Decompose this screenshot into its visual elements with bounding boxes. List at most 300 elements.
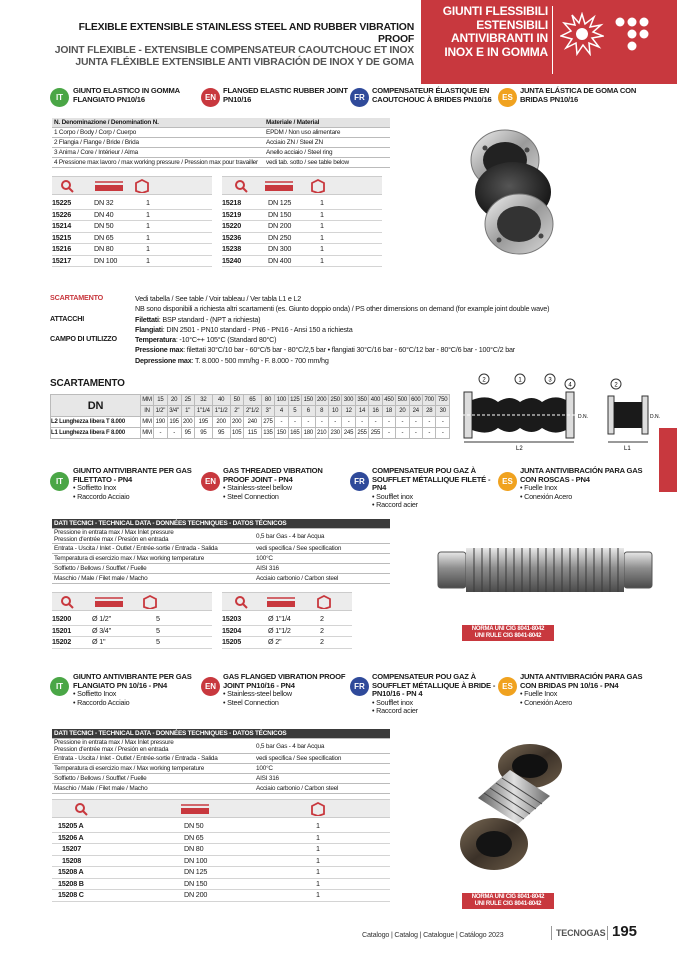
code-icon-row xyxy=(222,176,382,195)
cell: 105 xyxy=(230,428,243,439)
codes-table xyxy=(52,821,390,902)
cell: 12 xyxy=(342,406,355,417)
cell: - xyxy=(409,417,422,428)
ruler-icon xyxy=(94,179,124,193)
spec-key: Depressione max xyxy=(135,355,192,365)
cell: DN 40 xyxy=(94,209,146,221)
bullet-item: • Stainless-steel bellow xyxy=(223,483,292,493)
cell: 40 xyxy=(212,395,230,406)
cell: 1 xyxy=(320,244,382,256)
table-row xyxy=(52,574,390,584)
table-row xyxy=(52,148,390,158)
title-line: FLEXIBLE EXTENSIBLE STAINLESS STEEL AND RUBBER VIBRATION PROOF xyxy=(78,22,414,45)
cell: - xyxy=(154,428,168,439)
table-row xyxy=(52,255,212,267)
cell: 28 xyxy=(423,406,436,417)
unit-label: MM xyxy=(141,417,154,428)
cell: 8 xyxy=(315,406,328,417)
code-cell: 15225 xyxy=(52,198,94,209)
ruler-icon xyxy=(94,595,124,609)
cell: vedi specifica / See specification xyxy=(254,754,390,764)
norm-text: NORMA UNI CIG 8041-8042 xyxy=(471,894,545,900)
cell: Anello acciaio / Steel ring xyxy=(264,148,390,158)
table-row xyxy=(52,855,390,867)
spec-key: Temperatura xyxy=(135,335,176,345)
cell: - xyxy=(302,417,315,428)
product-title-es: JUNTA ELÁSTICA DE GOMA CON BRIDAS PN10/16 xyxy=(520,86,637,104)
product-title-es: JUNTA ANTIVIBRACIÓN PARA GAS CON ROSCAS - PN4 xyxy=(520,466,643,484)
cell: 1 xyxy=(146,198,212,209)
cell: 250 xyxy=(328,395,341,406)
table-row xyxy=(52,867,390,879)
cell: DN 300 xyxy=(268,244,320,256)
cell: 4 Pressione max lavoro / max working pressure / Pression max pour travailler xyxy=(52,158,264,168)
table-row xyxy=(222,209,382,221)
bullet-list xyxy=(73,484,201,501)
table-row xyxy=(222,614,352,625)
unit-label: MM xyxy=(141,395,154,406)
cell: Maschio / Male / Filet male / Macho xyxy=(52,574,254,584)
bullet-item: • Fuelle Inox xyxy=(520,689,558,699)
cell: 195 xyxy=(194,417,212,428)
bullet-text: Raccord acier xyxy=(376,500,418,510)
product-block-en xyxy=(223,467,348,501)
cell: DN 65 xyxy=(184,832,316,844)
category-line: ANTIVIBRANTI IN xyxy=(451,31,548,45)
row-label: L1 Lunghezza libera F 8.000 xyxy=(51,428,141,439)
spec-value: NB sono disponibili a richiesta altri scartamenti (es. Giunto doppio onda) / PS other dimensions on demand (for example joint double wave) xyxy=(135,304,550,314)
product-title-it: GIUNTO ANTIVIBRANTE PER GAS FLANGIATO PN 10/16 - PN4 xyxy=(73,672,192,690)
cell: DN 80 xyxy=(184,844,316,856)
cell: 100 xyxy=(275,395,288,406)
table-row xyxy=(52,554,390,564)
code-cell: 15200 xyxy=(52,614,92,625)
cell: 2" xyxy=(230,406,243,417)
bullet-text: Steel Connection xyxy=(227,697,279,707)
title-line: JOINT FLEXIBLE - EXTENSIBLE COMPENSATEUR CAOUTCHOUC ET INOX xyxy=(54,45,414,56)
cell: 255 xyxy=(369,428,382,439)
norm-badge xyxy=(462,625,554,641)
cell: DN 100 xyxy=(184,855,316,867)
bullet-item: • Fuelle Inox xyxy=(520,483,558,493)
cell: 50 xyxy=(230,395,243,406)
table-row xyxy=(52,784,390,794)
table-row xyxy=(52,244,212,256)
spec-key: Pressione max xyxy=(135,345,184,355)
cell: 24 xyxy=(409,406,422,417)
cell: 1 xyxy=(320,255,382,267)
ruler-icon xyxy=(266,595,296,609)
spec-label: ATTACCHI xyxy=(50,313,85,323)
cell: 1 xyxy=(146,232,212,244)
spec-key: Flangiati xyxy=(135,324,163,334)
cell: DN 65 xyxy=(94,232,146,244)
code-cell: 15216 xyxy=(52,244,94,256)
cell: 2 xyxy=(320,637,352,649)
bullet-item: • Steel Connection xyxy=(223,697,279,707)
bullet-text: Stainless-steel bellow xyxy=(227,483,292,493)
category-title xyxy=(424,5,548,59)
footer-divider xyxy=(551,926,552,940)
cell: 195 xyxy=(167,417,181,428)
table-row xyxy=(52,890,390,902)
header-divider xyxy=(552,6,553,74)
footer-catalog: Catalogo | Catalog | Catalogue | Catálogo 2023 xyxy=(362,930,504,939)
magnifier-icon xyxy=(234,179,248,193)
box-icon xyxy=(310,802,326,816)
cell: Ø 3/4" xyxy=(92,625,156,637)
cell: DN 125 xyxy=(268,198,320,209)
code-cell: 15226 xyxy=(52,209,94,221)
table-row xyxy=(52,821,390,832)
bullet-item: • Soffietto Inox xyxy=(73,483,117,493)
cell: 1"1/2 xyxy=(212,406,230,417)
spec-labels xyxy=(50,293,117,345)
bullet-item: • Steel Connection xyxy=(223,491,279,501)
code-cell: 15202 xyxy=(52,637,92,649)
cell: - xyxy=(382,417,395,428)
drawing-label: D.N. xyxy=(578,414,588,420)
cell: 0,5 bar Gas - 4 bar Acqua xyxy=(254,739,390,754)
table-row xyxy=(52,774,390,784)
bullet-text: Fuelle Inox xyxy=(524,483,558,493)
box-icon xyxy=(142,595,158,609)
bullet-list xyxy=(372,493,500,510)
table-row xyxy=(52,158,390,168)
cell: 95 xyxy=(181,428,194,439)
bullet-item: • Raccord acier xyxy=(372,500,418,510)
rubber-joint-image xyxy=(455,120,565,260)
brand-dots-icon xyxy=(612,14,662,64)
table-row xyxy=(52,625,212,637)
cell: 18 xyxy=(382,406,395,417)
bullet-text: Soufflet inox xyxy=(376,491,413,501)
spec-line xyxy=(135,356,655,366)
drawing-label: 2 xyxy=(614,382,618,389)
cell: 700 xyxy=(423,395,436,406)
cell: DN 50 xyxy=(184,821,316,832)
spec-value: : BSP standard - (NPT a richiesta) xyxy=(158,314,261,324)
cell: - xyxy=(396,428,409,439)
cell: 5 xyxy=(156,625,212,637)
cell: 190 xyxy=(154,417,168,428)
cell: 1 xyxy=(316,821,390,832)
cell: 20 xyxy=(167,395,181,406)
code-cell: 15208 xyxy=(52,855,184,867)
cell: DN 400 xyxy=(268,255,320,267)
code-icon-row xyxy=(222,592,352,611)
bullet-text: Stainless-steel bellow xyxy=(227,689,292,699)
cell: 1 xyxy=(320,209,382,221)
table-row xyxy=(222,625,352,637)
bullet-text: Raccordo Acciaio xyxy=(77,491,130,501)
cell: 1 xyxy=(316,878,390,890)
cell: Pressione in entrata max / Max Inlet pressure Pression d'entrée max / Presión en entrada xyxy=(52,529,254,544)
code-cell: 15236 xyxy=(222,232,268,244)
ruler-icon xyxy=(264,179,294,193)
bullet-text: Conexión Acero xyxy=(524,491,573,501)
code-cell: 15240 xyxy=(222,255,268,267)
lang-badge-es: ES xyxy=(498,677,517,696)
materials-table xyxy=(52,118,390,168)
code-cell: 15215 xyxy=(52,232,94,244)
lang-badge-fr: FR xyxy=(350,88,369,107)
scartamento-title: SCARTAMENTO xyxy=(50,378,125,389)
code-cell: 15201 xyxy=(52,625,92,637)
product-title-es: JUNTA ANTIVIBRACIÓN PARA GAS CON BRIDAS PN 10/16 - PN4 xyxy=(520,672,643,690)
bullet-list xyxy=(73,690,201,707)
lang-badge-en: EN xyxy=(201,677,220,696)
cell: 5 xyxy=(156,614,212,625)
cell: 1 xyxy=(320,198,382,209)
cell: 15 xyxy=(154,395,168,406)
lang-badge-es: ES xyxy=(498,472,517,491)
cell: - xyxy=(328,417,341,428)
cell: 6 xyxy=(302,406,315,417)
drawing-label: L1 xyxy=(624,446,631,452)
product-title-en: GAS THREADED VIBRATION PROOF JOINT - PN4 xyxy=(223,466,323,484)
cell: 14 xyxy=(355,406,368,417)
cell: 350 xyxy=(355,395,368,406)
table-row xyxy=(52,832,390,844)
cell: 230 xyxy=(328,428,341,439)
table-row xyxy=(52,614,212,625)
cell: vedi specifica / See specification xyxy=(254,544,390,554)
cell: - xyxy=(315,417,328,428)
table-row xyxy=(222,221,382,233)
cell: Entrata - Uscita / Inlet - Outlet / Entrée-sortie / Entrada - Salida xyxy=(52,754,254,764)
cell: 210 xyxy=(315,428,328,439)
cell: Acciaio ZN / Steel ZN xyxy=(264,138,390,148)
lang-badge-fr: FR xyxy=(350,472,369,491)
cell: 30 xyxy=(436,406,450,417)
technical-drawing xyxy=(458,372,668,452)
product-block-en xyxy=(223,673,348,707)
product-title-fr: COMPENSATEUR POU GAZ À SOUFFLET MÉTALLIQUE À BRIDE - PN10/16 - PN 4 xyxy=(372,672,496,699)
product-title-fr: COMPENSATEUR ÉLASTIQUE EN CAOUTCHOUC À BRIDES PN10/16 xyxy=(372,86,492,104)
norm-text: UNI RULE CIG 8041-8042 xyxy=(474,633,542,639)
product-block-es xyxy=(520,467,648,501)
table-row xyxy=(222,637,352,649)
cell: - xyxy=(275,417,288,428)
cell: 1 xyxy=(146,255,212,267)
code-cell: 15219 xyxy=(222,209,268,221)
footer-divider xyxy=(607,926,608,940)
cell: 135 xyxy=(261,428,274,439)
spec-line xyxy=(135,304,655,314)
category-line: ESTENSIBILI xyxy=(476,17,548,32)
bullet-item: • Soufflet inox xyxy=(372,491,413,501)
cell: AISI 316 xyxy=(254,774,390,784)
cell: 80 xyxy=(261,395,274,406)
mm-row xyxy=(51,395,450,406)
cell: 20 xyxy=(396,406,409,417)
cell: - xyxy=(409,428,422,439)
cell: Soffietto / Bellows / Soufflet / Fuelle xyxy=(52,774,254,784)
drawing-label: 3 xyxy=(548,377,552,384)
bullet-item: • Raccordo Acciaio xyxy=(73,491,130,501)
table-row xyxy=(52,128,390,138)
lang-badge-fr: FR xyxy=(350,677,369,696)
spec-key: Filettati xyxy=(135,314,159,324)
cell: 400 xyxy=(369,395,382,406)
cell: 2 xyxy=(320,625,352,637)
cell: Pressione in entrata max / Max Inlet pressure Pression d'entrée max / Presión en entrada xyxy=(52,739,254,754)
cell: DN 125 xyxy=(184,867,316,879)
cell: - xyxy=(436,428,450,439)
title-line: JUNTA FLÉXIBLE EXTENSIBLE ANTI VIBRACIÓN DE INOX Y DE GOMA xyxy=(75,56,414,68)
cell: 245 xyxy=(342,428,355,439)
cell: 200 xyxy=(212,417,230,428)
codes-table-left xyxy=(52,614,212,649)
cell: vedi tab. sotto / see table below xyxy=(264,158,390,168)
box-icon xyxy=(316,595,332,609)
code-cell: 15208 B xyxy=(52,878,184,890)
spec-label: CAMPO DI UTILIZZO xyxy=(50,334,117,343)
product-block-fr xyxy=(372,467,500,510)
bullet-text: Steel Connection xyxy=(227,491,279,501)
codes-table-right xyxy=(222,198,382,267)
cell: Temperatura di esercizio max / Max working temperature xyxy=(52,764,254,774)
bullet-text: Raccordo Acciaio xyxy=(77,697,130,707)
scartamento-table xyxy=(50,394,450,439)
cell: Ø 1"1/2 xyxy=(268,625,320,637)
code-cell: 15205 A xyxy=(52,821,184,832)
category-line: INOX E IN GOMMA xyxy=(444,44,548,59)
spec-value: : -10°C÷+ 105°C (Standard 80°C) xyxy=(175,335,277,345)
spec-line xyxy=(135,325,655,335)
cell: 275 xyxy=(261,417,274,428)
cell: 95 xyxy=(212,428,230,439)
lang-badge-it: IT xyxy=(50,472,69,491)
product-title-en: GAS FLANGED VIBRATION PROOF JOINT PN10/16 - PN4 xyxy=(223,672,346,690)
table-row xyxy=(52,637,212,649)
cell: 115 xyxy=(243,428,261,439)
spec-line xyxy=(135,294,655,304)
cell: 3 Anima / Core / Intérieur / Alma xyxy=(52,148,264,158)
cell: 1/2" xyxy=(154,406,168,417)
lang-badge-en: EN xyxy=(201,472,220,491)
cell: 1 xyxy=(320,232,382,244)
bullet-item: • Raccordo Acciaio xyxy=(73,697,130,707)
spec-line xyxy=(135,345,655,355)
ruler-icon xyxy=(180,802,210,816)
table-row xyxy=(52,544,390,554)
cell: 16 xyxy=(369,406,382,417)
cell: 2 Flangia / Flange / Bride / Brida xyxy=(52,138,264,148)
drawing-label: D.N. xyxy=(650,414,660,420)
code-cell: 15220 xyxy=(222,221,268,233)
bullet-item: • Stainless-steel bellow xyxy=(223,689,292,699)
lang-badge-es: ES xyxy=(498,88,517,107)
l2-row xyxy=(51,417,450,428)
cell: DN 150 xyxy=(184,878,316,890)
bullet-item: • Soufflet inox xyxy=(372,697,413,707)
magnifier-icon xyxy=(60,595,74,609)
bullet-text: Conexión Acero xyxy=(524,697,573,707)
table-row xyxy=(52,739,390,754)
l1-row xyxy=(51,428,450,439)
section-tab xyxy=(659,428,677,492)
product-title-it: GIUNTO ANTIVIBRANTE PER GAS FILETTATO - PN4 xyxy=(73,466,192,484)
table-header xyxy=(52,118,390,128)
technical-data-table xyxy=(52,519,390,584)
table-row xyxy=(52,878,390,890)
lang-badge-en: EN xyxy=(201,88,220,107)
bullet-text: Soffietto Inox xyxy=(77,483,117,493)
bullet-item: • Soffietto Inox xyxy=(73,689,117,699)
code-cell: 15203 xyxy=(222,614,268,625)
cell: DN 50 xyxy=(94,221,146,233)
bullet-item: • Conexión Acero xyxy=(520,491,573,501)
product-block-fr xyxy=(372,673,500,716)
code-icon-row xyxy=(52,592,212,611)
cell: DN 250 xyxy=(268,232,320,244)
code-cell: 15208 C xyxy=(52,890,184,902)
technical-data-table xyxy=(52,729,390,794)
cell: - xyxy=(167,428,181,439)
cell: 150 xyxy=(302,395,315,406)
cell: 25 xyxy=(181,395,194,406)
cell: Ø 1"1/4 xyxy=(268,614,320,625)
table-header xyxy=(52,519,390,529)
codes-table-right xyxy=(222,614,352,649)
product-block-es xyxy=(520,673,648,707)
spec-value: Vedi tabella / See table / Voir tableau / Ver tabla L1 e L2 xyxy=(135,294,302,303)
spec-value: : T. 8.000 - 500 mm/hg - F. 8.000 - 700 mm/hg xyxy=(191,355,329,365)
bullet-list xyxy=(520,484,648,501)
cell: 2"1/2 xyxy=(243,406,261,417)
bullet-list xyxy=(223,690,348,707)
cell: 750 xyxy=(436,395,450,406)
cell: 3" xyxy=(261,406,274,417)
codes-table-left xyxy=(52,198,212,267)
bullet-text: Fuelle Inox xyxy=(524,689,558,699)
box-icon xyxy=(310,179,326,193)
code-cell: 15214 xyxy=(52,221,94,233)
code-cell: 15205 xyxy=(222,637,268,649)
table-row xyxy=(52,754,390,764)
cell: 300 xyxy=(342,395,355,406)
cell: 1 xyxy=(316,890,390,902)
column-header: N. Denominazione / Denomination N. xyxy=(52,118,264,128)
drawing-label: 1 xyxy=(518,377,522,384)
cell: 200 xyxy=(181,417,194,428)
threaded-bellow-image xyxy=(430,530,660,610)
spec-label: SCARTAMENTO xyxy=(50,293,104,302)
table-row xyxy=(52,198,212,209)
code-cell: 15217 xyxy=(52,255,94,267)
code-cell: 15206 A xyxy=(52,832,184,844)
cell: 5 xyxy=(156,637,212,649)
dn-label: DN xyxy=(51,395,141,417)
product-title-en: FLANGED ELASTIC RUBBER JOINT PN10/16 xyxy=(223,86,348,104)
product-block-it xyxy=(73,673,201,707)
table-row xyxy=(52,764,390,774)
spec-text xyxy=(135,294,655,366)
norm-text: NORMA UNI CIG 8041-8042 xyxy=(471,626,545,632)
table-row xyxy=(52,221,212,233)
cell: Temperatura di esercizio max / Max working temperature xyxy=(52,554,254,564)
cell: 32 xyxy=(194,395,212,406)
column-header: Materiale / Material xyxy=(264,118,390,128)
cell: 1 xyxy=(316,855,390,867)
flanged-bellow-image xyxy=(450,740,570,890)
cell: - xyxy=(382,428,395,439)
cell: 150 xyxy=(275,428,288,439)
spec-line xyxy=(135,335,655,345)
cell: - xyxy=(342,417,355,428)
